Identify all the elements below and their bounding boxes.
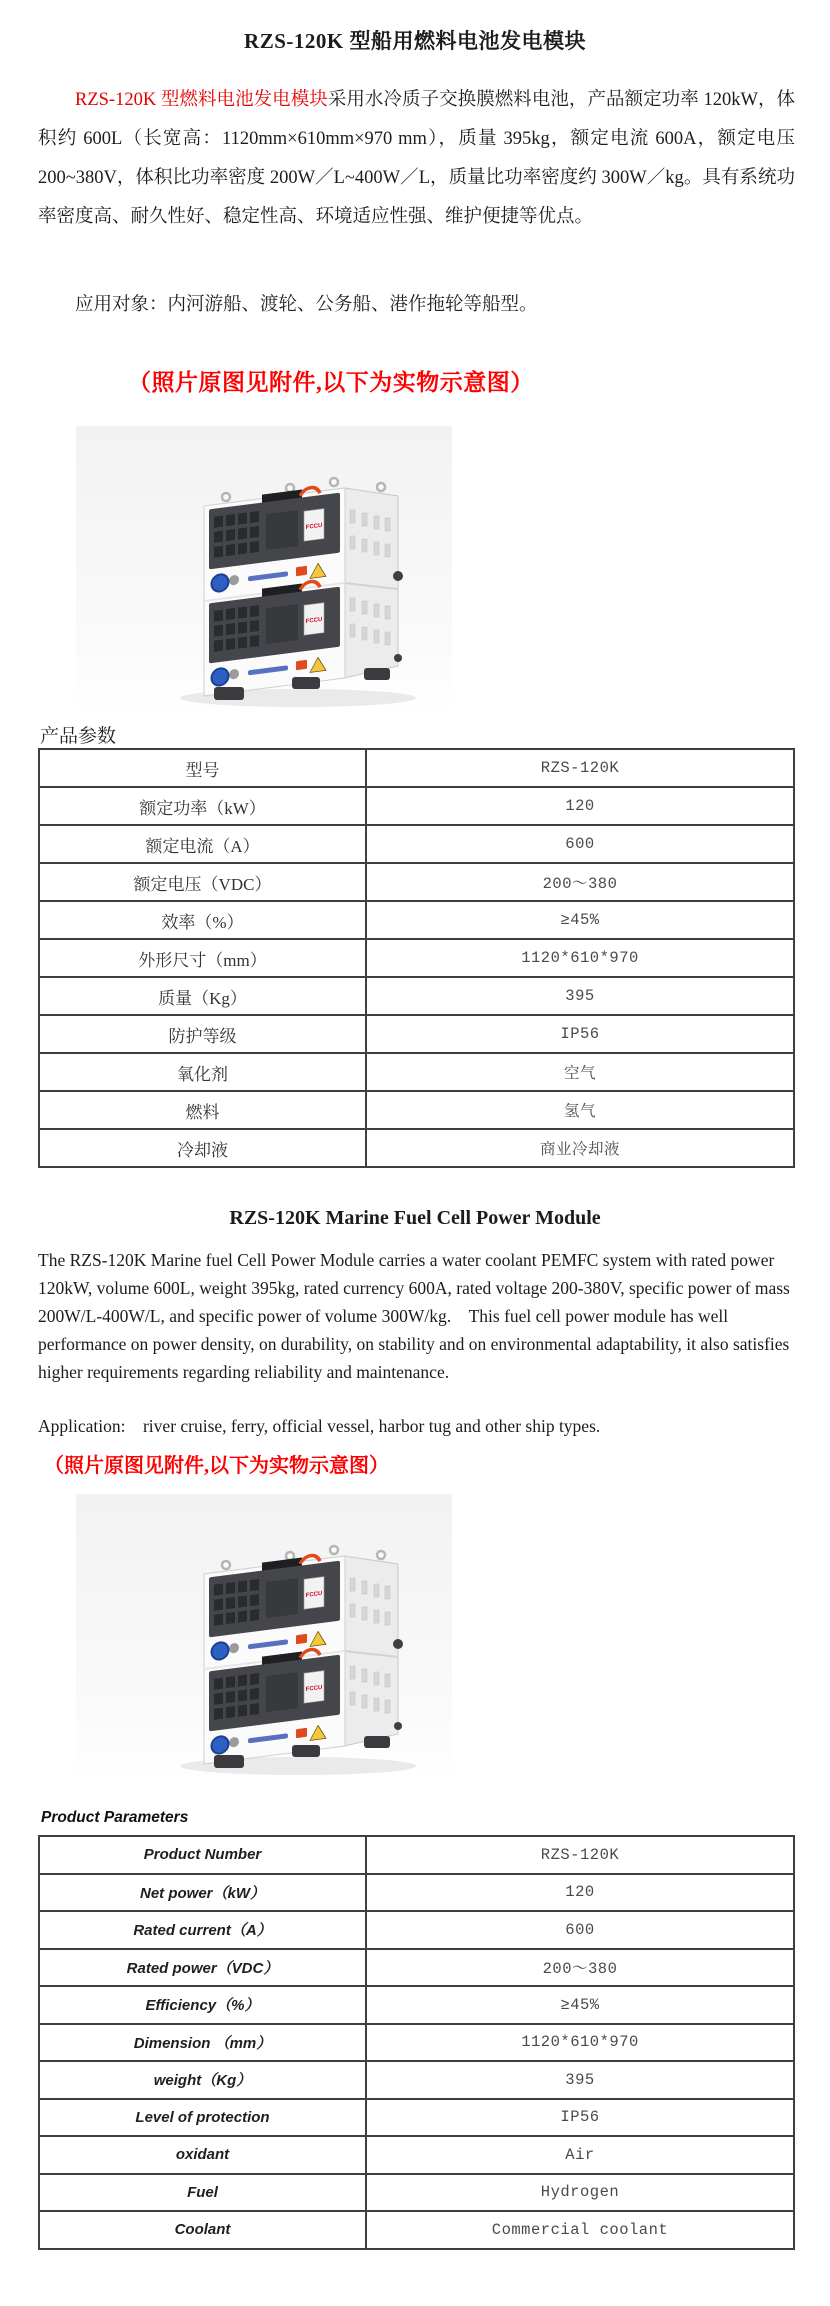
table-row — [39, 1053, 794, 1091]
table-row — [39, 2061, 794, 2099]
spec-label: 额定电流（A） — [39, 825, 366, 863]
table-row — [39, 939, 794, 977]
spec-value: Commercial coolant — [366, 2211, 794, 2249]
spec-label: oxidant — [39, 2136, 366, 2174]
spec-value: IP56 — [366, 2099, 794, 2137]
spec-label: 效率（%） — [39, 901, 366, 939]
spec-value: ≥45% — [366, 901, 794, 939]
product-image-2 — [76, 1494, 452, 1784]
spec-label: 额定功率（kW） — [39, 787, 366, 825]
cn-document-title: RZS-120K 型船用燃料电池发电模块 — [244, 29, 586, 53]
table-row — [39, 2024, 794, 2062]
spec-value: 200～380 — [366, 1949, 794, 1987]
spec-label: 型号 — [39, 749, 366, 787]
spec-value: 395 — [366, 2061, 794, 2099]
spec-value: 600 — [366, 1911, 794, 1949]
spec-label: 外形尺寸（mm） — [39, 939, 366, 977]
spec-label: 燃料 — [39, 1091, 366, 1129]
spec-label: 冷却液 — [39, 1129, 366, 1167]
en-intro-paragraph: The RZS-120K Marine fuel Cell Power Module carries a water coolant PEMFC system with rated power 120kW, volume 600L, weight 395kg, rated currency 600A, rated voltage 200-380V, specific power of mass 200W/L-400W/L, and specific power of volume 300W/kg. This fuel cell power module has well performance on power density, on durability, on stability and on environmental adaptability, it also satisfies higher requirements regarding reliability and maintenance. — [38, 1250, 790, 1382]
spec-value: 600 — [366, 825, 794, 863]
table-row — [39, 787, 794, 825]
table-row — [39, 2136, 794, 2174]
spec-label: Rated current（A） — [39, 1911, 366, 1949]
table-row — [39, 901, 794, 939]
table-row — [39, 863, 794, 901]
spec-label: Efficiency（%） — [39, 1986, 366, 2024]
en-photo-note: （照片原图见附件,以下为实物示意图） — [44, 1455, 389, 1477]
spec-label: weight（Kg） — [39, 2061, 366, 2099]
spec-value: 1120*610*970 — [366, 2024, 794, 2062]
spec-value: 120 — [366, 787, 794, 825]
spec-value: IP56 — [366, 1015, 794, 1053]
table-row — [39, 1874, 794, 1912]
cn-photo-note: （照片原图见附件,以下为实物示意图） — [128, 370, 534, 395]
product-image-1 — [76, 426, 452, 716]
spec-value: RZS-120K — [366, 1836, 794, 1874]
spec-value: 商业冷却液 — [366, 1129, 794, 1167]
fuel-cell-module-render — [76, 1494, 452, 1784]
spec-label: 质量（Kg） — [39, 977, 366, 1015]
cn-intro-paragraph — [38, 81, 795, 237]
table-row — [39, 2211, 794, 2249]
cn-spec-table — [38, 748, 795, 1168]
en-document-title: RZS-120K Marine Fuel Cell Power Module — [229, 1207, 601, 1229]
table-row — [39, 1129, 794, 1167]
spec-value: Hydrogen — [366, 2174, 794, 2212]
table-row — [39, 1949, 794, 1987]
spec-label: Rated power（VDC） — [39, 1949, 366, 1987]
fuel-cell-module-render — [76, 426, 452, 716]
spec-value: 氢气 — [366, 1091, 794, 1129]
table-row — [39, 825, 794, 863]
spec-value: Air — [366, 2136, 794, 2174]
table-row — [39, 2174, 794, 2212]
spec-value: 1120*610*970 — [366, 939, 794, 977]
table-row — [39, 1091, 794, 1129]
spec-value: 200～380 — [366, 863, 794, 901]
spec-label: Dimension （mm） — [39, 2024, 366, 2062]
cn-table-caption: 产品参数 — [40, 726, 117, 747]
cn-intro-highlight: RZS-120K 型燃料电池发电模块 — [75, 90, 328, 110]
spec-label: Net power（kW） — [39, 1874, 366, 1912]
cn-application-line: 应用对象：内河游船、渡轮、公务船、港作拖轮等船型。 — [75, 295, 538, 315]
spec-value: RZS-120K — [366, 749, 794, 787]
table-row — [39, 1911, 794, 1949]
spec-label: Coolant — [39, 2211, 366, 2249]
table-row — [39, 2099, 794, 2137]
table-row — [39, 1986, 794, 2024]
table-row — [39, 1015, 794, 1053]
table-row — [39, 977, 794, 1015]
en-application-line: Application: river cruise, ferry, official vessel, harbor tug and other ship types. — [38, 1416, 601, 1436]
spec-value: 395 — [366, 977, 794, 1015]
spec-label: Level of protection — [39, 2099, 366, 2137]
cn-intro-body: 采用水冷质子交换膜燃料电池，产品额定功率 120kW，体积约 600L（长宽高：1120mm×610mm×970 mm），质量 395kg，额定电流 600A，额定电压 200~380V，体积比功率密度 200W／L~400W／L，质量比功率密度约 300W／kg。具有系统功率密度高、耐久性好、稳定性高、环境适应性强、维护便捷等优点。 — [38, 90, 796, 227]
spec-label: Fuel — [39, 2174, 366, 2212]
spec-label: 额定电压（VDC） — [39, 863, 366, 901]
en-spec-table — [38, 1835, 795, 2250]
spec-label: Product Number — [39, 1836, 366, 1874]
spec-value: 空气 — [366, 1053, 794, 1091]
spec-value: ≥45% — [366, 1986, 794, 2024]
table-row — [39, 749, 794, 787]
table-row — [39, 1836, 794, 1874]
en-table-caption: Product Parameters — [41, 1809, 189, 1826]
spec-value: 120 — [366, 1874, 794, 1912]
spec-label: 氧化剂 — [39, 1053, 366, 1091]
spec-label: 防护等级 — [39, 1015, 366, 1053]
